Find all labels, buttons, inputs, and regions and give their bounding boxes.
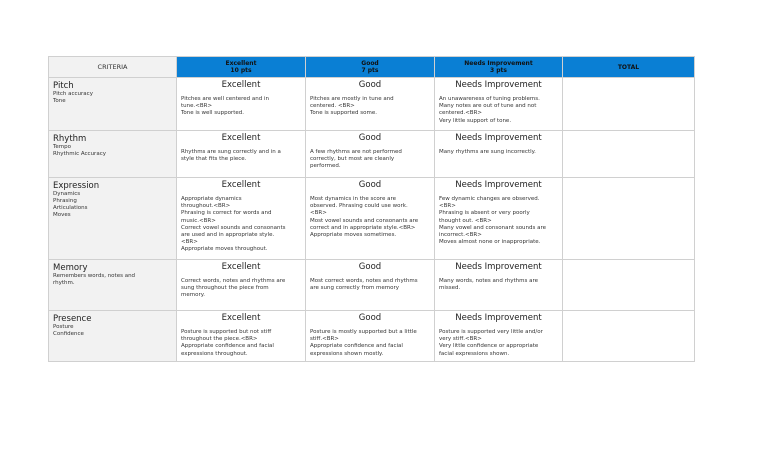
rating-description-line: very stiff.<BR> [439, 336, 482, 343]
rating-description-line: <BR> [310, 210, 327, 217]
rating-description-line: Pitches are mostly in tune and [310, 96, 394, 102]
criterion-subitem: Confidence [53, 331, 84, 337]
rating-description-line: Many rhythms are sung incorrectly. [439, 149, 536, 155]
rating-cell-needs-improvement [435, 311, 563, 362]
criterion-cell [49, 260, 177, 311]
rating-description-line: Most dynamics in the score are [310, 196, 396, 202]
rating-description-line: are used and in appropriate style. [181, 232, 275, 239]
rating-description-line: observed. Phrasing could use work. [310, 203, 408, 210]
rating-description-line: Posture is supported but not stiff [181, 329, 272, 335]
rating-title: Excellent [221, 133, 261, 143]
criterion-subitem: Dynamics [53, 191, 81, 197]
rating-description-line: Appropriate confidence and facial [181, 343, 274, 350]
total-cell [563, 260, 695, 311]
rating-description-line: thought out. <BR> [439, 217, 492, 224]
level-name: Good [361, 60, 379, 67]
rating-description-line: sung throughout the piece from [181, 285, 269, 292]
rating-description-line: performed. [310, 163, 341, 170]
rating-title: Needs Improvement [455, 180, 542, 190]
total-header: TOTAL [563, 57, 695, 78]
rating-description-line: Rhythms are sung correctly and in a [181, 149, 281, 155]
rating-description-line: Appropriate dynamics [181, 196, 242, 202]
rating-cell-excellent [177, 260, 306, 311]
rating-description-line: Correct vowel sounds and consonants [181, 224, 286, 231]
rating-cell-good [306, 178, 435, 260]
rating-description-line: centered. <BR> [310, 103, 355, 110]
criterion-subitem: Remembers words, notes and [53, 273, 136, 279]
criterion-name: Expression [53, 181, 100, 191]
level-points: 3 pts [490, 67, 507, 74]
criterion-subitem: Articulations [53, 205, 88, 211]
rating-cell-good [306, 131, 435, 178]
rating-description-line: incorrect.<BR> [439, 232, 482, 239]
total-cell [563, 78, 695, 131]
rating-description-line: Phrasing is correct for words and [181, 210, 272, 217]
header-row [49, 57, 695, 78]
rating-cell-needs-improvement [435, 131, 563, 178]
rating-description-line: An unawareness of tuning problems. [439, 96, 540, 102]
criterion-cell [49, 131, 177, 178]
rating-description-line: tune.<BR> [181, 103, 213, 110]
rating-description-line: Very little support of tone. [439, 117, 512, 124]
rating-description-line: facial expressions shown. [439, 350, 510, 357]
rating-cell-good [306, 311, 435, 362]
rating-description-line: Most correct words, notes and rhythms [310, 278, 418, 284]
rating-description-line: Pitches are well centered and in [181, 96, 270, 102]
rating-title: Good [358, 133, 382, 143]
total-cell [563, 311, 695, 362]
level-header-needs-improvement [435, 57, 563, 78]
rating-cell-excellent [177, 131, 306, 178]
rating-description-line: are sung correctly from memory [310, 285, 400, 292]
rating-title: Needs Improvement [455, 262, 542, 272]
criterion-subitem: Pitch accuracy [53, 91, 93, 97]
rating-cell-needs-improvement [435, 178, 563, 260]
total-cell [563, 178, 695, 260]
rating-cell-excellent [177, 78, 306, 131]
rating-description-line: Tone is well supported. [181, 110, 244, 117]
rating-title: Needs Improvement [455, 133, 542, 143]
level-header-good [306, 57, 435, 78]
criterion-row-pitch [49, 78, 695, 131]
rating-title: Excellent [221, 80, 261, 90]
rating-description-line: Posture is supported very little and/or [439, 329, 543, 335]
rating-description-line: correctly, but most are cleanly [310, 156, 395, 163]
rating-description-line: A few rhythms are not performed [310, 149, 402, 155]
criterion-cell [49, 178, 177, 260]
rating-description-line: missed. [439, 285, 461, 292]
rating-title: Excellent [221, 313, 261, 323]
rating-description-line: Tone is supported some. [310, 110, 378, 117]
rating-description-line: music.<BR> [181, 217, 216, 224]
rating-title: Excellent [221, 262, 261, 272]
rating-cell-needs-improvement [435, 260, 563, 311]
rating-title: Good [358, 180, 382, 190]
rating-description-line: Correct words, notes and rhythms are [181, 278, 286, 284]
rating-title: Excellent [221, 180, 261, 190]
rating-description-line: throughout the piece.<BR> [181, 336, 258, 343]
rating-description-line: Many words, notes and rhythms are [439, 278, 538, 284]
rating-description-line: <BR> [181, 239, 198, 246]
criterion-row-memory [49, 260, 695, 311]
rubric-table [48, 56, 695, 362]
rating-description-line: Many notes are out of tune and not [439, 103, 537, 110]
rating-description-line: memory. [181, 292, 205, 299]
rating-description-line: Few dynamic changes are observed. [439, 196, 540, 202]
rating-description-line: Most vowel sounds and consonants are [310, 217, 419, 224]
rating-title: Needs Improvement [455, 313, 542, 323]
rating-cell-excellent [177, 311, 306, 362]
rating-cell-good [306, 78, 435, 131]
rating-description-line: <BR> [439, 203, 456, 210]
rating-cell-excellent [177, 178, 306, 260]
total-cell [563, 131, 695, 178]
rating-description-line: expressions shown mostly. [310, 350, 384, 357]
rating-description-line: Very little confidence or appropriate [439, 343, 539, 350]
level-name: Needs Improvement [464, 60, 533, 67]
rating-description-line: Appropriate confidence and facial [310, 343, 403, 350]
rating-description-line: Appropriate moves throughout. [181, 246, 268, 253]
criterion-subitem: Tone [53, 98, 66, 104]
criterion-name: Presence [53, 314, 92, 324]
criterion-subitem: Posture [53, 324, 74, 330]
rating-cell-good [306, 260, 435, 311]
rating-title: Good [358, 80, 382, 90]
level-header-excellent [177, 57, 306, 78]
criterion-name: Memory [53, 263, 88, 273]
criterion-cell [49, 78, 177, 131]
criterion-row-expression [49, 178, 695, 260]
criterion-subitem: rhythm. [53, 280, 75, 286]
criterion-subitem: Moves [53, 212, 71, 218]
rating-title: Good [358, 313, 382, 323]
criterion-subitem: Phrasing [53, 198, 77, 204]
rating-cell-needs-improvement [435, 78, 563, 131]
rating-description-line: Phrasing is absent or very poorly [439, 210, 530, 217]
criterion-subitem: Tempo [53, 144, 72, 150]
level-points: 10 pts [230, 67, 252, 74]
rating-description-line: style that fits the piece. [181, 156, 247, 163]
criterion-row-rhythm [49, 131, 695, 178]
criteria-header: CRITERIA [49, 57, 177, 78]
rating-description-line: Moves almost none or inappropriate. [439, 239, 541, 246]
rating-description-line: correct and in appropriate style.<BR> [310, 224, 416, 231]
criterion-row-presence [49, 311, 695, 362]
rating-description-line: expressions throughout. [181, 350, 248, 357]
rating-description-line: stiff.<BR> [310, 336, 339, 343]
criterion-subitem: Rhythmic Accuracy [53, 151, 106, 157]
level-name: Excellent [225, 60, 257, 67]
rating-description-line: throughout.<BR> [181, 203, 231, 210]
rating-title: Needs Improvement [455, 80, 542, 90]
rating-description-line: Appropriate moves sometimes. [310, 232, 397, 239]
criterion-name: Pitch [53, 81, 74, 91]
criterion-name: Rhythm [53, 134, 87, 144]
rating-description-line: Posture is mostly supported but a little [310, 329, 417, 335]
rating-title: Good [358, 262, 382, 272]
rating-description-line: centered.<BR> [439, 110, 483, 117]
rating-description-line: Many vowel and consonant sounds are [439, 224, 547, 231]
criterion-cell [49, 311, 177, 362]
level-points: 7 pts [361, 67, 379, 74]
